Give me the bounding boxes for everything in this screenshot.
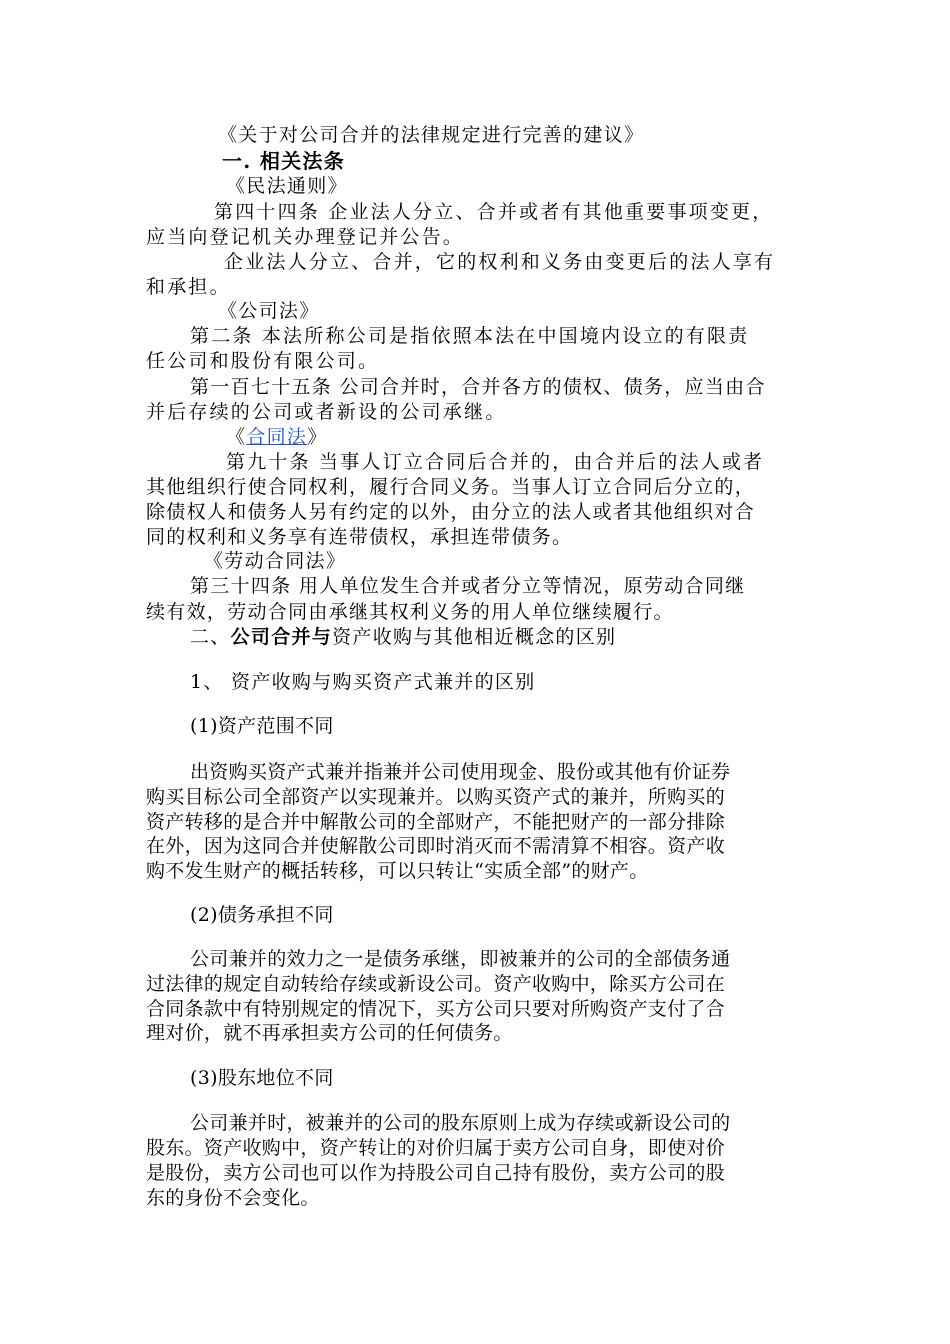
article-text: 应当向登记机关办理登记并公告。 [146, 226, 465, 248]
section-heading-distinctions [190, 625, 616, 649]
law-title-company-law: 《公司法》 [218, 300, 320, 322]
item-heading: (3)股东地位不同 [190, 1067, 334, 1089]
paragraph-line: 购不发生财产的概括转移，可以只转让“实质全部”的财产。 [146, 860, 649, 882]
section-number: 二、 [190, 626, 231, 648]
law-title-civil-code: 《民法通则》 [226, 175, 348, 197]
paragraph-line: 股东。资产收购中，资产转让的对价归属于卖方公司自身，即使对价 [146, 1137, 726, 1159]
section-heading-rest: 资产收购与其他相近概念的区别 [332, 626, 617, 648]
law-title-contract-law [226, 425, 328, 449]
law-title-labor-contract-law: 《劳动合同法》 [204, 550, 347, 572]
paragraph-line: 资产转移的是合并中解散公司的全部财产，不能把财产的一部分排除 [146, 811, 726, 833]
paragraph-line: 合同条款中有特别规定的情况下，买方公司只要对所购资产支付了合 [146, 998, 726, 1020]
article-text: 第一百七十五条 公司合并时，合并各方的债权、债务，应当由合 [190, 376, 766, 398]
article-text: 并后存续的公司或者新设的公司承继。 [146, 401, 507, 423]
paragraph-line: 公司兼并时，被兼并的公司的股东原则上成为存续或新设公司的 [190, 1112, 731, 1134]
bracket-close: 》 [307, 426, 328, 448]
paragraph-line: 东的身份不会变化。 [146, 1187, 320, 1209]
section-heading-bold: 公司合并与 [230, 626, 333, 648]
subsection-heading: 1、 资产收购与购买资产式兼并的区别 [190, 671, 536, 693]
document-title: 《关于对公司合并的法律规定进行完善的建议》 [218, 124, 645, 146]
article-text: 企业法人分立、合并，它的权利和义务由变更后的法人享有 [224, 251, 776, 273]
paragraph-line: 理对价，就不再承担卖方公司的任何债务。 [146, 1022, 513, 1044]
article-text: 除债权人和债务人另有约定的以外，由分立的法人或者其他组织对合 [146, 501, 756, 523]
paragraph-line: 是股份，卖方公司也可以作为持股公司自己持有股份，卖方公司的股 [146, 1162, 726, 1184]
bracket-open: 《 [226, 426, 247, 448]
paragraph-line: 出资购买资产式兼并指兼并公司使用现金、股份或其他有价证券 [190, 761, 731, 783]
paragraph-line: 在外，因为这同合并使解散公司即时消灭而不需清算不相容。资产收 [146, 835, 726, 857]
article-text: 续有效，劳动合同由承继其权利义务的用人单位继续履行。 [146, 601, 674, 623]
item-heading: (2)债务承担不同 [190, 904, 334, 926]
paragraph-line: 购买目标公司全部资产以实现兼并。以购买资产式的兼并，所购买的 [146, 786, 726, 808]
paragraph-line: 公司兼并的效力之一是债务承继，即被兼并的公司的全部债务通 [190, 948, 731, 970]
item-heading: (1)资产范围不同 [190, 715, 334, 737]
paragraph-line: 过法律的规定自动转给存续或新设公司。资产收购中，除买方公司在 [146, 973, 726, 995]
article-text: 第四十四条 企业法人分立、合并或者有其他重要事项变更， [214, 201, 774, 223]
article-text: 第二条 本法所称公司是指依照本法在中国境内设立的有限责 [190, 325, 750, 347]
article-text: 其他组织行使合同权利，履行合同义务。当事人订立合同后分立的， [146, 476, 756, 498]
article-text: 任公司和股份有限公司。 [146, 350, 380, 372]
article-text: 和承担。 [146, 276, 231, 298]
contract-law-link[interactable]: 合同法 [246, 426, 308, 448]
section-heading-related-laws: 一. 相关法条 [222, 149, 346, 173]
article-text: 第九十条 当事人订立合同后合并的，由合并后的法人或者 [226, 451, 765, 473]
article-text: 第三十四条 用人单位发生合并或者分立等情况，原劳动合同继 [190, 575, 746, 597]
article-text: 同的权利和义务享有连带债权，承担连带债务。 [146, 526, 573, 548]
